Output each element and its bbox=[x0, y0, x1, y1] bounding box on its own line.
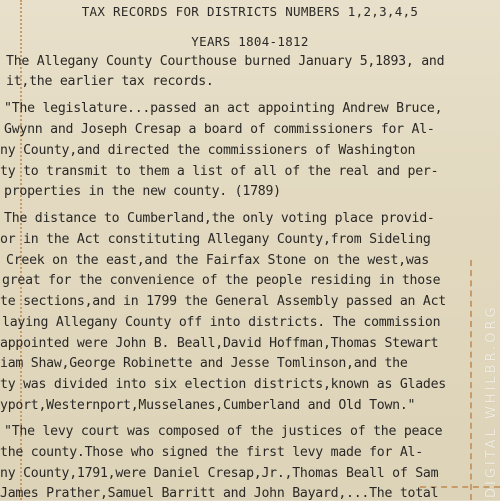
text-line: or in the Act constituting Allegany County,from Sideling bbox=[0, 232, 431, 247]
watermark: DIGITAL WHILBR.ORG bbox=[484, 304, 499, 498]
text-line: the county.Those who signed the first levy made for Al- bbox=[0, 445, 423, 460]
document-title: TAX RECORDS FOR DISTRICTS NUMBERS 1,2,3,4,5 bbox=[81, 4, 419, 19]
text-line: ny County,and directed the commissioners of Washington bbox=[0, 143, 416, 158]
text-line: Gwynn and Joseph Cresap a board of commissioners for Al- bbox=[4, 122, 435, 137]
text-line: ty was divided into six election districts,known as Glades bbox=[0, 377, 446, 392]
text-line: ty to transmit to them a list of all of the real and per- bbox=[0, 164, 439, 179]
document-subtitle: YEARS 1804-1812 bbox=[191, 34, 309, 49]
text-line: ny County,1791,were Daniel Cresap,Jr.,Thomas Beall of Sam bbox=[0, 466, 439, 481]
text-line: "The legislature...passed an act appointing Andrew Bruce, bbox=[4, 101, 443, 116]
text-line: "The levy court was composed of the justices of the peace bbox=[4, 424, 443, 439]
text-line: The Allegany County Courthouse burned January 5,1893, and bbox=[6, 54, 445, 69]
text-line: James Prather,Samuel Barritt and John Bayard,...The total bbox=[0, 486, 439, 501]
dashed-margin-line bbox=[470, 260, 472, 500]
text-line: Creek on the east,and the Fairfax Stone on the west,was bbox=[6, 253, 429, 268]
text-line: it,the earlier tax records. bbox=[6, 74, 214, 89]
text-line: appointed were John B. Beall,David Hoffman,Thomas Stewart bbox=[0, 336, 439, 351]
text-line: great for the convenience of the people residing in those bbox=[2, 273, 441, 288]
text-line: laying Allegany County off into districts. The commission bbox=[2, 315, 441, 330]
text-line: te sections,and in 1799 the General Assembly passed an Act bbox=[0, 294, 446, 309]
text-line: yport,Westernport,Musselanes,Cumberland and Old Town." bbox=[0, 398, 416, 413]
text-line: properties in the new county. (1789) bbox=[4, 184, 281, 199]
text-line: iam Shaw,George Robinette and Jesse Tomlinson,and the bbox=[0, 356, 408, 371]
text-line: The distance to Cumberland,the only voting place provid- bbox=[4, 211, 435, 226]
